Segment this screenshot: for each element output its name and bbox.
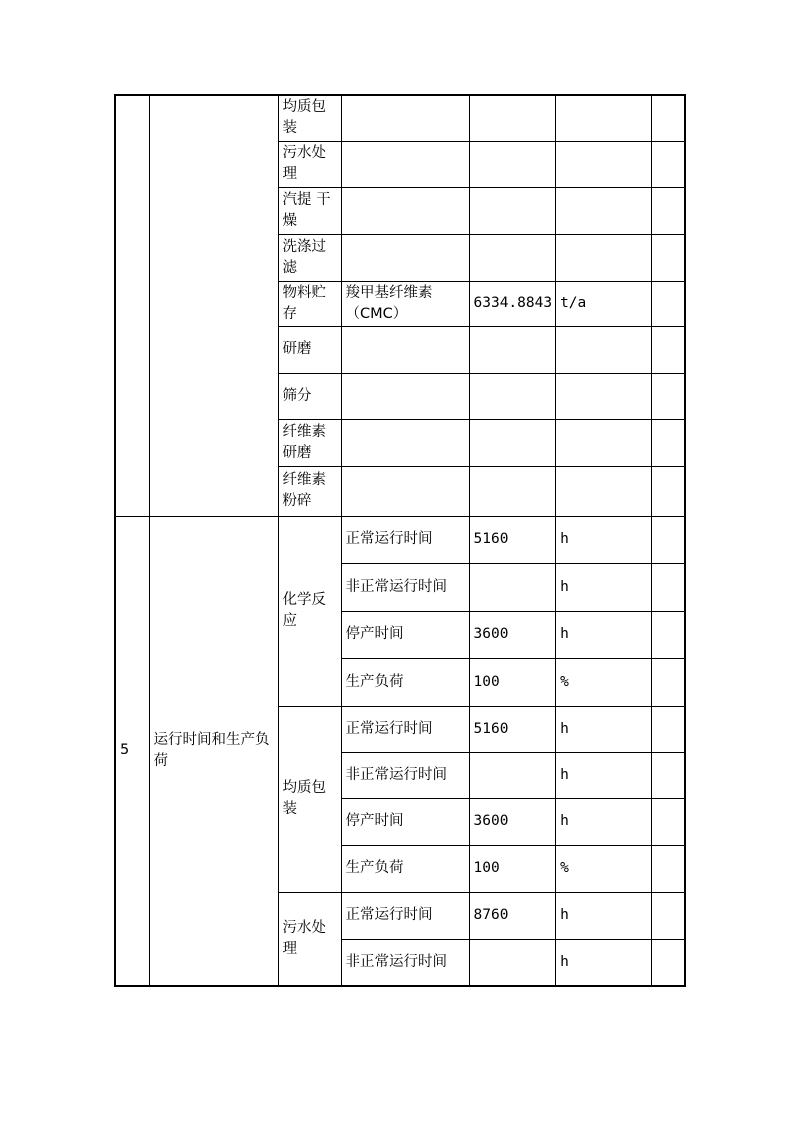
unit-cell — [556, 419, 652, 466]
unit-cell: h — [556, 752, 652, 798]
spare-cell — [652, 141, 685, 187]
unit-cell: h — [556, 939, 652, 986]
item-cell — [341, 95, 469, 141]
value-cell — [469, 939, 556, 986]
item-cell: 非正常运行时间 — [341, 939, 469, 986]
process-cell: 洗涤过滤 — [278, 234, 341, 281]
item-cell — [341, 419, 469, 466]
item-cell: 停产时间 — [341, 798, 469, 845]
process-cell: 污水处理 — [278, 892, 341, 986]
process-cell: 均质包装 — [278, 706, 341, 892]
unit-cell — [556, 95, 652, 141]
value-cell: 8760 — [469, 892, 556, 939]
unit-cell: h — [556, 563, 652, 611]
value-cell: 3600 — [469, 798, 556, 845]
value-cell: 100 — [469, 845, 556, 892]
unit-cell: h — [556, 516, 652, 563]
spare-cell — [652, 281, 685, 326]
unit-cell: t/a — [556, 281, 652, 326]
spare-cell — [652, 706, 685, 752]
spare-cell — [652, 798, 685, 845]
value-cell — [469, 141, 556, 187]
operation-data-table — [114, 94, 686, 987]
item-cell — [341, 234, 469, 281]
item-cell: 生产负荷 — [341, 658, 469, 706]
value-cell — [469, 563, 556, 611]
item-cell: 停产时间 — [341, 611, 469, 658]
value-cell — [469, 95, 556, 141]
spare-cell — [652, 563, 685, 611]
unit-cell: h — [556, 892, 652, 939]
value-cell — [469, 234, 556, 281]
item-cell — [341, 466, 469, 516]
table-row — [115, 95, 685, 141]
spare-cell — [652, 234, 685, 281]
value-cell — [469, 373, 556, 419]
spare-cell — [652, 892, 685, 939]
unit-cell: % — [556, 845, 652, 892]
value-cell — [469, 326, 556, 373]
item-cell: 非正常运行时间 — [341, 563, 469, 611]
row-number-cell — [115, 95, 149, 516]
spare-cell — [652, 752, 685, 798]
spare-cell — [652, 187, 685, 234]
process-cell: 化学反应 — [278, 516, 341, 706]
item-cell: 非正常运行时间 — [341, 752, 469, 798]
value-cell — [469, 466, 556, 516]
table-row — [115, 516, 685, 563]
spare-cell — [652, 419, 685, 466]
category-cell: 运行时间和生产负荷 — [149, 516, 278, 986]
value-cell: 5160 — [469, 706, 556, 752]
unit-cell: % — [556, 658, 652, 706]
value-cell: 100 — [469, 658, 556, 706]
spare-cell — [652, 326, 685, 373]
unit-cell: h — [556, 798, 652, 845]
row-number-cell: 5 — [115, 516, 149, 986]
spare-cell — [652, 466, 685, 516]
unit-cell: h — [556, 611, 652, 658]
value-cell: 3600 — [469, 611, 556, 658]
process-cell: 污水处理 — [278, 141, 341, 187]
process-cell: 均质包装 — [278, 95, 341, 141]
item-cell: 正常运行时间 — [341, 516, 469, 563]
spare-cell — [652, 845, 685, 892]
item-cell — [341, 187, 469, 234]
unit-cell — [556, 373, 652, 419]
item-cell — [341, 373, 469, 419]
spare-cell — [652, 939, 685, 986]
item-cell: 正常运行时间 — [341, 892, 469, 939]
unit-cell: h — [556, 706, 652, 752]
unit-cell — [556, 141, 652, 187]
category-cell — [149, 95, 278, 516]
process-cell: 物料贮存 — [278, 281, 341, 326]
spare-cell — [652, 373, 685, 419]
item-cell: 生产负荷 — [341, 845, 469, 892]
spare-cell — [652, 611, 685, 658]
unit-cell — [556, 234, 652, 281]
spare-cell — [652, 658, 685, 706]
value-cell — [469, 752, 556, 798]
process-cell: 汽提 干燥 — [278, 187, 341, 234]
spare-cell — [652, 95, 685, 141]
item-cell: 羧甲基纤维素（CMC） — [341, 281, 469, 326]
spare-cell — [652, 516, 685, 563]
process-cell: 纤维素研磨 — [278, 419, 341, 466]
item-cell — [341, 326, 469, 373]
process-cell: 纤维素粉碎 — [278, 466, 341, 516]
value-cell: 6334.8843 — [469, 281, 556, 326]
value-cell: 5160 — [469, 516, 556, 563]
item-cell: 正常运行时间 — [341, 706, 469, 752]
unit-cell — [556, 326, 652, 373]
process-cell: 研磨 — [278, 326, 341, 373]
process-cell: 筛分 — [278, 373, 341, 419]
item-cell — [341, 141, 469, 187]
unit-cell — [556, 466, 652, 516]
unit-cell — [556, 187, 652, 234]
value-cell — [469, 187, 556, 234]
value-cell — [469, 419, 556, 466]
